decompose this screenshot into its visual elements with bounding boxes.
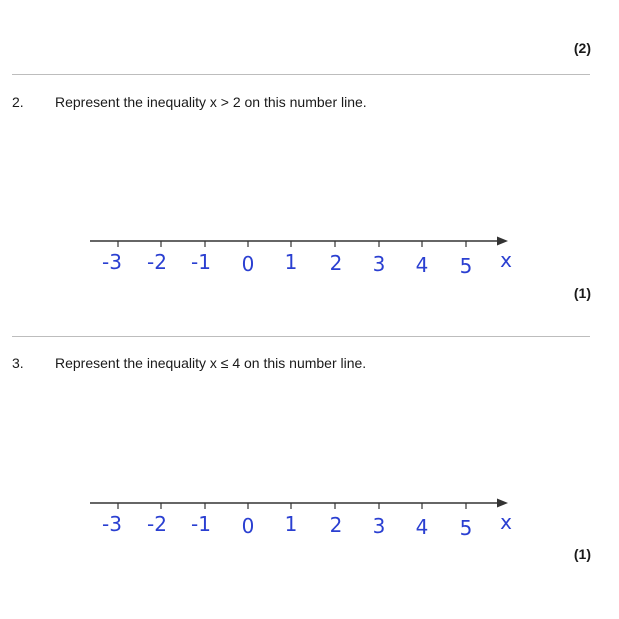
tick-label: 2: [329, 513, 343, 537]
tick-label: 5: [459, 516, 473, 540]
number-line-tick-labels: [102, 248, 512, 278]
tick-label: -1: [191, 512, 211, 536]
number-line-ticks: [118, 241, 466, 247]
question-text: Represent the inequality x ≤ 4 on this number line.: [55, 355, 367, 371]
axis-variable-label: x: [500, 510, 512, 534]
section-divider: [12, 74, 590, 75]
number-line[interactable]: [80, 230, 520, 280]
tick-label: -1: [191, 250, 211, 274]
tick-label: 4: [415, 253, 429, 277]
number-line-ticks: [118, 503, 466, 509]
question-marks: (1): [573, 285, 591, 301]
section-divider: [12, 336, 590, 337]
question-number: 3.: [12, 355, 24, 371]
tick-label: -3: [102, 512, 122, 536]
axis-variable-label: x: [500, 248, 512, 272]
tick-label: 4: [415, 515, 429, 539]
tick-label: 1: [284, 250, 298, 274]
number-line-arrow-icon: [497, 237, 508, 246]
number-line-arrow-icon: [497, 499, 508, 508]
question-marks: (1): [573, 546, 591, 562]
tick-label: 5: [459, 254, 473, 278]
tick-label: -2: [147, 250, 167, 274]
tick-label: 3: [372, 252, 386, 276]
tick-label: -3: [102, 250, 122, 274]
question-text: Represent the inequality x > 2 on this number line.: [55, 94, 367, 110]
tick-label: 0: [241, 514, 255, 538]
previous-question-marks: (2): [573, 40, 591, 56]
number-line-tick-labels: [102, 510, 512, 540]
question-number: 2.: [12, 94, 24, 110]
tick-label: 0: [241, 252, 255, 276]
tick-label: -2: [147, 512, 167, 536]
tick-label: 1: [284, 512, 298, 536]
number-line[interactable]: [80, 492, 520, 542]
tick-label: 3: [372, 514, 386, 538]
tick-label: 2: [329, 251, 343, 275]
